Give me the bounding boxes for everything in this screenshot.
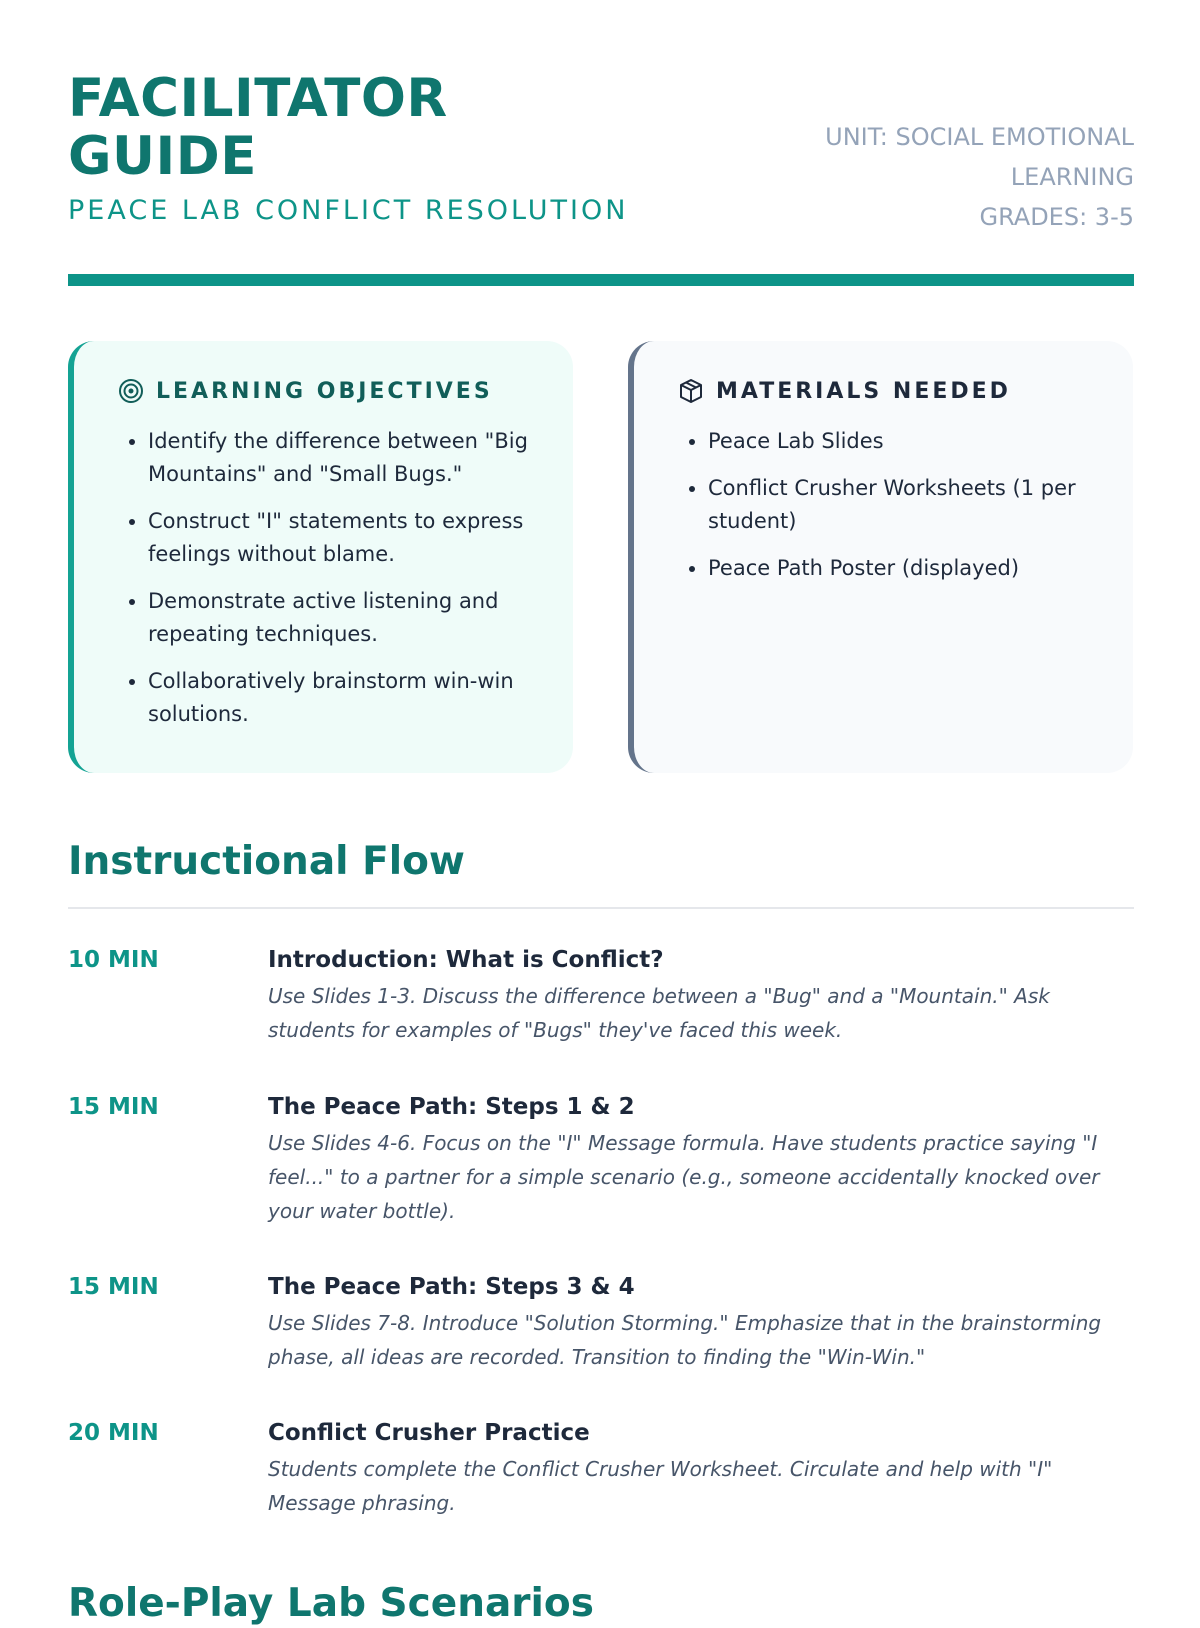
flow-body [268, 1270, 1134, 1374]
learning-objectives-card [68, 341, 573, 773]
box-icon [678, 378, 704, 404]
material-item: • Peace Path Poster (displayed) [708, 552, 1108, 585]
flow-body [268, 1090, 1134, 1228]
flow-description: Use Slides 1-3. Discuss the difference between a "Bug" and a "Mountain." Ask students for examples of "Bugs" they've faced this week. [268, 984, 1050, 1042]
header-divider [68, 274, 1134, 286]
flow-title: Introduction: What is Conflict? [268, 947, 664, 973]
role-play-scenarios-heading: Role-Play Lab Scenarios [68, 1581, 594, 1626]
objective-item: • Demonstrate active listening and repeating techniques. [148, 585, 548, 651]
objective-item: • Construct "I" statements to express feelings without blame. [148, 505, 548, 571]
materials-needed-header [678, 378, 1011, 404]
materials-needed-card [628, 341, 1133, 773]
instructional-flow-heading: Instructional Flow [68, 839, 465, 884]
flow-time: 15 MIN [68, 1094, 159, 1120]
flow-title: Conflict Crusher Practice [268, 1420, 590, 1446]
learning-objectives-header [118, 378, 493, 404]
document-title: FACILITATOR GUIDE [68, 68, 448, 187]
materials-needed-title: MATERIALS NEEDED [716, 378, 1011, 404]
objective-item: • Collaboratively brainstorm win-win solutions. [148, 665, 548, 731]
flow-description: Use Slides 7-8. Introduce "Solution Storming." Emphasize that in the brainstorming phase, all ideas are recorded. Transition to finding the "Win-Win." [268, 1311, 1102, 1369]
learning-objectives-list [118, 425, 548, 745]
grades-label: GRADES: 3-5 [979, 203, 1134, 231]
flow-description: Students complete the Conflict Crusher Worksheet. Circulate and help with "I" Message phrasing. [268, 1457, 1053, 1515]
document-subtitle: PEACE LAB CONFLICT RESOLUTION [68, 195, 629, 226]
unit-label: UNIT: SOCIAL EMOTIONAL LEARNING [825, 123, 1134, 191]
flow-title: The Peace Path: Steps 1 & 2 [268, 1094, 635, 1120]
objective-item: • Identify the difference between "Big Mountains" and "Small Bugs." [148, 425, 548, 491]
flow-description: Use Slides 4-6. Focus on the "I" Message formula. Have students practice saying "I feel..." to a partner for a simple scenario (e.g., someone accidentally knocked over your water bottle). [268, 1131, 1100, 1223]
material-item: • Conflict Crusher Worksheets (1 per student) [708, 472, 1108, 538]
flow-body [268, 943, 1134, 1047]
target-icon [118, 378, 144, 404]
learning-objectives-title: LEARNING OBJECTIVES [156, 378, 493, 404]
flow-time: 10 MIN [68, 947, 159, 973]
material-item: • Peace Lab Slides [708, 425, 1108, 458]
flow-time: 15 MIN [68, 1274, 159, 1300]
document-header [68, 70, 1134, 240]
flow-body [268, 1416, 1134, 1520]
flow-time: 20 MIN [68, 1420, 159, 1446]
section-divider [68, 907, 1134, 909]
document-meta [734, 117, 1134, 237]
materials-needed-list [678, 425, 1108, 599]
flow-title: The Peace Path: Steps 3 & 4 [268, 1274, 635, 1300]
